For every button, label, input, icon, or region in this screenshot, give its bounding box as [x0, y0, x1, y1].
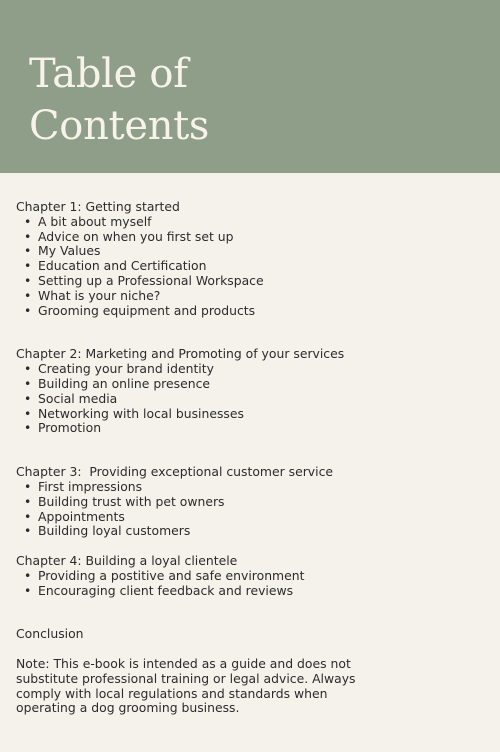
bullet-icon: • — [24, 405, 32, 421]
list-item-label: Networking with local businesses — [38, 405, 244, 421]
list-item-label: What is your niche? — [38, 287, 161, 303]
chapter-4 — [16, 554, 486, 598]
bullet-icon: • — [24, 287, 32, 303]
chapter-item-list — [16, 480, 486, 539]
bullet-icon: • — [24, 375, 32, 391]
list-item — [24, 390, 486, 407]
list-item — [24, 258, 486, 274]
note-line: comply with local regulations and standards when — [16, 685, 328, 701]
list-item-label: Promotion — [38, 420, 102, 436]
bullet-icon: • — [24, 258, 32, 274]
chapter-2 — [16, 347, 486, 436]
conclusion-heading: Conclusion — [16, 626, 84, 642]
spacer — [16, 318, 486, 347]
page-title-line-2: Contents — [29, 103, 210, 149]
list-item — [24, 405, 486, 422]
list-item-label: Building loyal customers — [38, 523, 191, 539]
list-item — [24, 582, 486, 599]
bullet-icon: • — [24, 508, 32, 524]
spacer — [16, 539, 486, 554]
chapter-title: Chapter 1: Getting started — [16, 199, 180, 214]
list-item-label: Providing a postitive and safe environment — [38, 567, 305, 583]
table-of-contents — [16, 200, 486, 716]
header-banner — [0, 0, 500, 173]
list-item-label: A bit about myself — [38, 213, 152, 229]
chapter-item-list — [16, 569, 486, 599]
chapter-item-list — [16, 362, 486, 436]
list-item-label: Encouraging client feedback and reviews — [38, 582, 294, 598]
note-line: Note: This e-book is intended as a guide and does not — [16, 655, 351, 671]
list-item — [24, 420, 486, 436]
chapter-title: Chapter 4: Building a loyal clientele — [16, 552, 238, 568]
bullet-icon: • — [24, 302, 32, 318]
bullet-icon: • — [24, 213, 32, 229]
list-item — [24, 213, 486, 230]
list-item-label: Building an online presence — [38, 375, 210, 391]
bullet-icon: • — [24, 493, 32, 509]
bullet-icon: • — [24, 420, 32, 436]
list-item — [24, 287, 486, 304]
list-item — [24, 361, 486, 377]
bullet-icon: • — [24, 582, 32, 598]
bullet-icon: • — [24, 243, 32, 259]
list-item-label: Social media — [38, 390, 118, 406]
list-item-label: First impressions — [38, 478, 143, 494]
bullet-icon: • — [24, 567, 32, 583]
list-item — [24, 478, 486, 495]
page-title — [29, 48, 209, 152]
list-item — [24, 567, 486, 584]
list-item — [24, 228, 486, 245]
list-item — [24, 375, 486, 392]
list-item — [24, 272, 486, 289]
list-item — [24, 243, 486, 259]
spacer — [16, 598, 486, 627]
bullet-icon: • — [24, 228, 32, 244]
list-item — [24, 302, 486, 319]
list-item — [24, 508, 486, 525]
list-item-label: Education and Certification — [38, 258, 207, 274]
disclaimer-note — [16, 657, 486, 716]
spacer — [16, 436, 486, 465]
list-item-label: Creating your brand identity — [38, 361, 214, 377]
page-title-line-1: Table of — [29, 51, 188, 97]
spacer — [16, 642, 486, 657]
list-item-label: Grooming equipment and products — [38, 302, 256, 318]
note-line: operating a dog grooming business. — [16, 700, 240, 716]
bullet-icon: • — [24, 272, 32, 288]
bullet-icon: • — [24, 361, 32, 377]
list-item — [24, 523, 486, 539]
list-item-label: My Values — [38, 243, 101, 259]
list-item — [24, 493, 486, 510]
bullet-icon: • — [24, 523, 32, 539]
chapter-title: Chapter 2: Marketing and Promoting of your services — [16, 346, 345, 362]
bullet-icon: • — [24, 478, 32, 494]
list-item-label: Appointments — [38, 508, 125, 524]
chapter-item-list — [16, 215, 486, 319]
chapter-1 — [16, 200, 486, 318]
list-item-label: Setting up a Professional Workspace — [38, 272, 264, 288]
chapter-3 — [16, 465, 486, 539]
note-line: substitute professional training or legal advice. Always — [16, 670, 356, 686]
list-item-label: Advice on when you first set up — [38, 228, 234, 244]
list-item-label: Building trust with pet owners — [38, 493, 225, 509]
bullet-icon: • — [24, 390, 32, 406]
chapter-title: Chapter 3: Providing exceptional customer service — [16, 464, 334, 480]
